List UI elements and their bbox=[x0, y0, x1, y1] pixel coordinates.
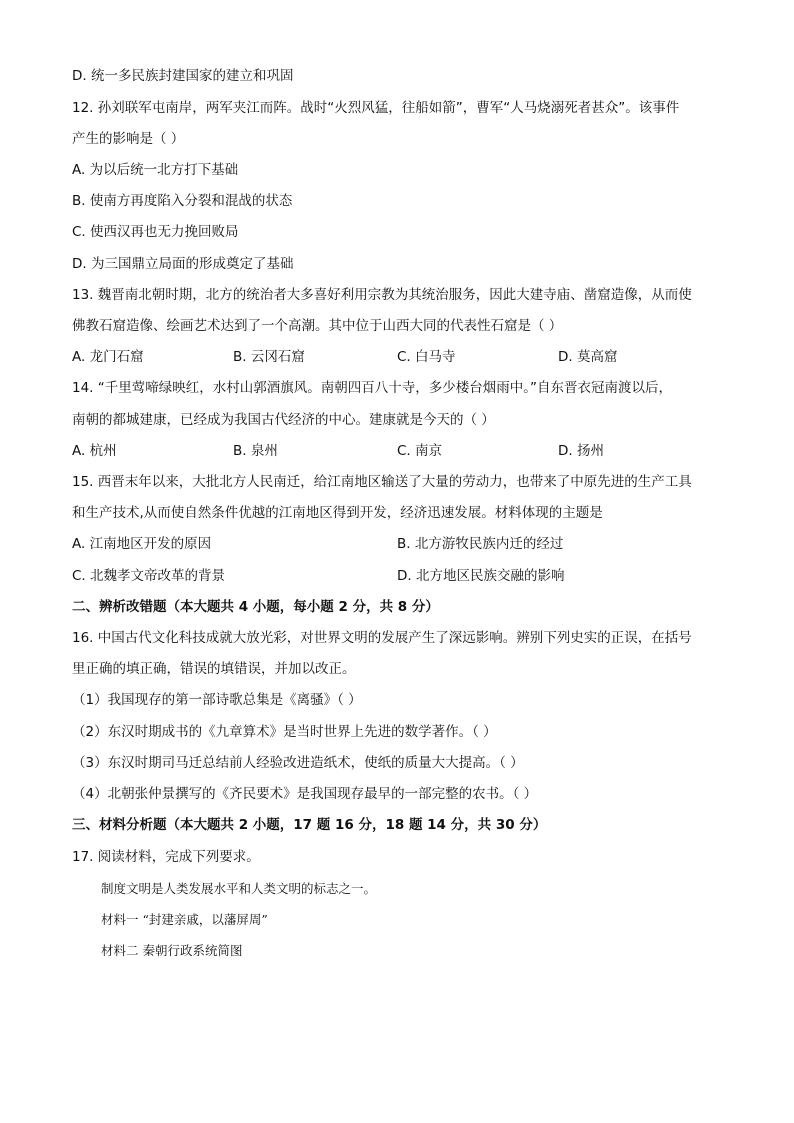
q16-stem-line2: 里正确的填正确，错误的填错误，并加以改正。 bbox=[72, 661, 356, 677]
q13-option-b: B. 云冈石窟 bbox=[233, 349, 305, 365]
q12-option-a: A. 为以后统一北方打下基础 bbox=[72, 162, 239, 178]
q11-option-d: D. 统一多民族封建国家的建立和巩固 bbox=[72, 68, 294, 84]
q15-option-c: C. 北魏孝文帝改革的背景 bbox=[72, 568, 226, 584]
q15-stem-line1: 15. 西晋末年以来，大批北方人民南迁，给江南地区输送了大量的劳动力，也带来了中原先进的生产工具 bbox=[72, 474, 692, 490]
q12-option-d: D. 为三国鼎立局面的形成奠定了基础 bbox=[72, 256, 294, 272]
q16-item-3: （3）东汉时期司马迁总结前人经验改进造纸术，使纸的质量大大提高。（ ） bbox=[72, 755, 524, 771]
q16-item-1: （1）我国现存的第一部诗歌总集是《离骚》（ ） bbox=[72, 692, 362, 708]
q14-option-a: A. 杭州 bbox=[72, 443, 117, 459]
q17-material-1: 材料一 “封建亲戚，以藩屏周” bbox=[101, 912, 268, 927]
q14-stem-line2: 南朝的都城建康，已经成为我国古代经济的中心。建康就是今天的（ ） bbox=[72, 412, 495, 428]
q13-stem-line2: 佛教石窟造像、绘画艺术达到了一个高潮。其中位于山西大同的代表性石窟是（ ） bbox=[72, 318, 563, 334]
q15-stem-line2: 和生产技术,从而使自然条件优越的江南地区得到开发，经济迅速发展。材料体现的主题是 bbox=[72, 505, 603, 521]
q12-option-c: C. 使西汉再也无力挽回败局 bbox=[72, 224, 239, 240]
q15-option-d: D. 北方地区民族交融的影响 bbox=[397, 568, 565, 584]
q16-stem-line1: 16. 中国古代文化科技成就大放光彩，对世界文明的发展产生了深远影响。辨别下列史实的正误，在括号 bbox=[72, 630, 692, 646]
q14-option-c: C. 南京 bbox=[397, 443, 443, 459]
q16-item-2: （2）东汉时期成书的《九章算术》是当时世界上先进的数学著作。（ ） bbox=[72, 724, 497, 740]
section-2-heading: 二、辨析改错题（本大题共 4 小题，每小题 2 分，共 8 分） bbox=[72, 599, 439, 615]
q12-stem-line1: 12. 孙刘联军屯南岸，两军夹江而阵。战时“火烈风猛，往船如箭”，曹军“人马烧溺死者甚众”。该事件 bbox=[72, 100, 680, 116]
section-3-heading: 三、材料分析题（本大题共 2 小题，17 题 16 分，18 题 14 分，共 30 分） bbox=[72, 817, 547, 833]
q13-option-d: D. 莫高窟 bbox=[558, 349, 618, 365]
q12-stem-line2: 产生的影响是（ ） bbox=[72, 131, 185, 147]
q13-option-c: C. 白马寺 bbox=[397, 349, 456, 365]
q14-option-d: D. 扬州 bbox=[558, 443, 604, 459]
q15-option-a: A. 江南地区开发的原因 bbox=[72, 536, 212, 552]
q14-stem-line1: 14. “千里莺啼绿映红，水村山郭酒旗风。南朝四百八十寺，多少楼台烟雨中。”自东晋衣冠南渡以后， bbox=[72, 380, 672, 396]
q12-option-b: B. 使南方再度陷入分裂和混战的状态 bbox=[72, 193, 293, 209]
q14-option-b: B. 泉州 bbox=[233, 443, 278, 459]
q17-material-2: 材料二 秦朝行政系统简图 bbox=[101, 943, 243, 958]
q16-item-4: （4）北朝张仲景撰写的《齐民要术》是我国现存最早的一部完整的农书。（ ） bbox=[72, 786, 538, 802]
q17-intro: 制度文明是人类发展水平和人类文明的标志之一。 bbox=[101, 881, 377, 896]
q15-option-b: B. 北方游牧民族内迁的经过 bbox=[397, 536, 564, 552]
q17-stem: 17. 阅读材料，完成下列要求。 bbox=[72, 849, 260, 865]
q13-stem-line1: 13. 魏晋南北朝时期，北方的统治者大多喜好利用宗教为其统治服务，因此大建寺庙、凿窟造像，从而使 bbox=[72, 287, 692, 303]
q13-option-a: A. 龙门石窟 bbox=[72, 349, 144, 365]
